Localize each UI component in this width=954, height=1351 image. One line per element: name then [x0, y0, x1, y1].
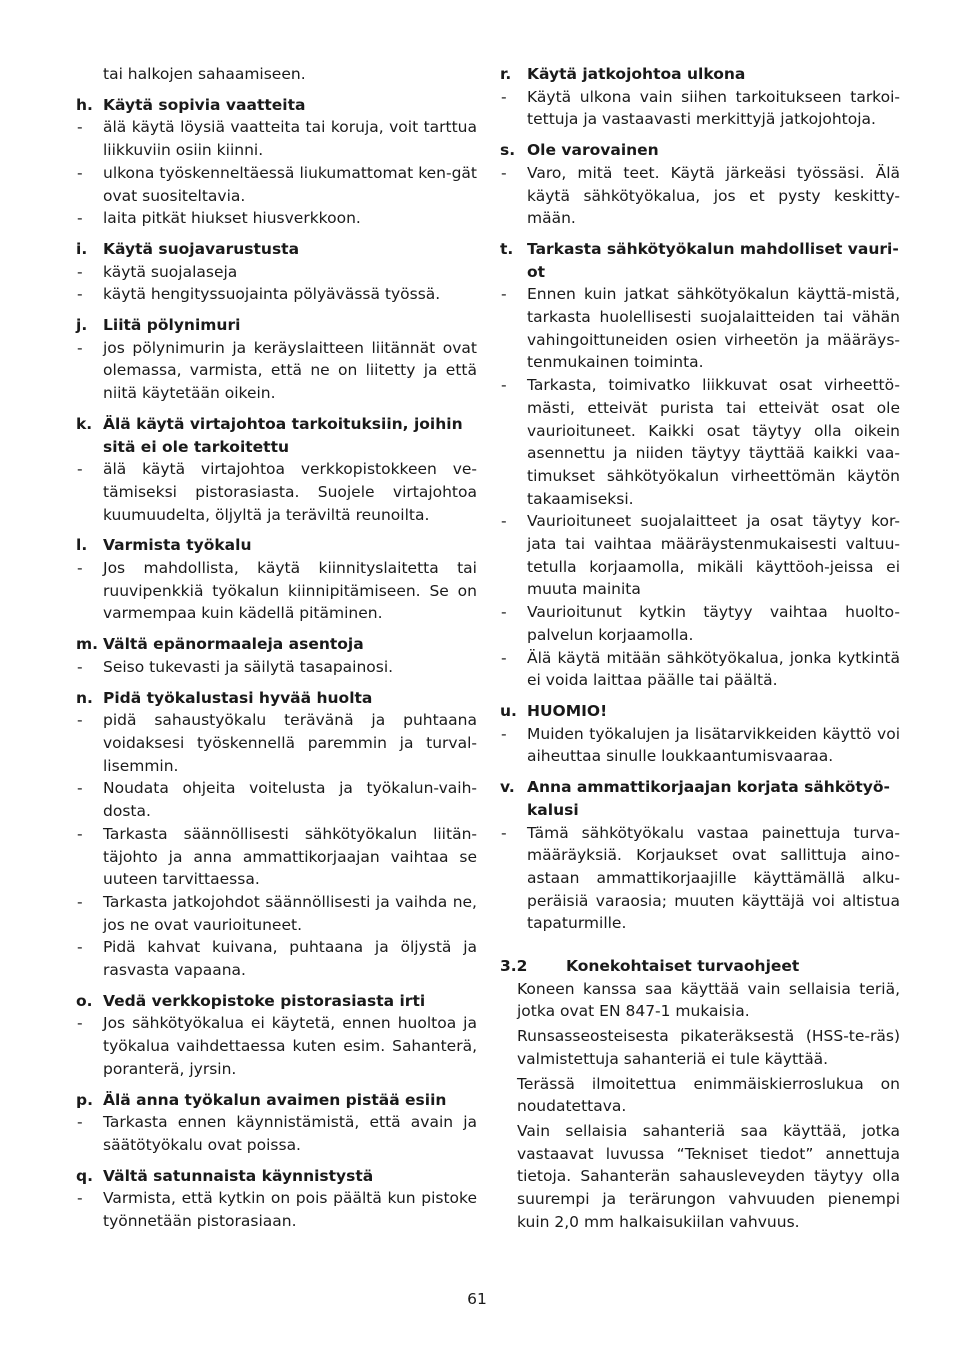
- list-item: [500, 601, 900, 646]
- bullet-dash: -: [501, 376, 507, 395]
- bullet-dash: -: [77, 824, 83, 843]
- section-heading: [76, 94, 477, 117]
- list-item: [76, 557, 477, 625]
- bullet-dash: -: [77, 938, 83, 957]
- bullet-dash: -: [77, 711, 83, 730]
- list-item: [76, 337, 477, 405]
- bullet-dash: -: [77, 262, 83, 281]
- section-title: Käytä sopivia vaatteita: [103, 95, 306, 114]
- list-item: [76, 656, 477, 679]
- list-item: [76, 1187, 477, 1232]
- bullet-dash: -: [501, 648, 507, 667]
- bullet-dash: -: [77, 118, 83, 137]
- section: [500, 238, 900, 692]
- paragraph: Terässä ilmoitettua enimmäiskierroslukua on noudatettava.: [517, 1074, 900, 1116]
- section-title: Vedä verkkopistoke pistorasiasta irti: [103, 991, 426, 1010]
- section-heading: [76, 990, 477, 1013]
- list-item-text: käytä suojalaseja: [103, 262, 238, 281]
- section-title: Älä anna työkalun avaimen pistää esiin: [103, 1090, 447, 1109]
- section-title: Älä käytä virtajohtoa tarkoituksiin, joihin sitä ei ole tarkoitettu: [103, 414, 463, 456]
- right-sections: [500, 63, 900, 935]
- list-item: [76, 207, 477, 230]
- section-heading: [500, 63, 900, 86]
- list-item: [500, 510, 900, 601]
- list-item: [76, 823, 477, 891]
- continuation-text: tai halkojen sahaamiseen.: [103, 65, 306, 83]
- list-item-text: käytä hengityssuojainta pölyävässä työssä.: [103, 285, 441, 304]
- section-title: Käytä suojavarustusta: [103, 239, 300, 258]
- bullet-dash: -: [501, 285, 507, 304]
- section-title: Käytä jatkojohtoa ulkona: [527, 65, 746, 83]
- list-item: [76, 777, 477, 822]
- list-item-text: Jos mahdollista, käytä kiinnityslaitetta tai ruuvipenkkiä työkalun kiinnipitämiseen. Se on varmempaa kuin kädellä pitäminen.: [103, 559, 477, 623]
- bullet-dash: -: [77, 209, 83, 228]
- section: [500, 63, 900, 131]
- list-item: [76, 162, 477, 207]
- section-title: Tarkasta sähkötyökalun mahdolliset vauri-ot: [527, 239, 899, 281]
- list-item: [76, 458, 477, 526]
- section-letter: m.: [76, 635, 99, 654]
- section-letter: q.: [76, 1166, 93, 1185]
- list-item-text: Seiso tukevasti ja säilytä tasapainosi.: [103, 657, 394, 676]
- list-item: [500, 86, 900, 131]
- section: [76, 413, 477, 527]
- section: [76, 534, 477, 625]
- list-item-text: Varo, mitä teet. Käytä järkeäsi työssäsi. Älä käytä sähkötyökalua, jos et pysty keskitty-mään.: [527, 163, 900, 228]
- list-item: [76, 1012, 477, 1080]
- section: [76, 990, 477, 1081]
- section-letter: o.: [76, 991, 93, 1010]
- subsection-title: Konekohtaiset turvaohjeet: [566, 957, 800, 976]
- right-column: [500, 63, 900, 1235]
- list-item-text: Älä käytä mitään sähkötyökalua, jonka kytkintä ei voida laittaa päälle tai päältä.: [527, 648, 900, 690]
- list-item-text: jos pölynimurin ja keräyslaitteen liitännät ovat olemassa, varmista, että ne on liitetty ja että niitä käytetään oikein.: [103, 338, 477, 403]
- bullet-dash: -: [77, 1189, 83, 1208]
- bullet-dash: -: [77, 892, 83, 911]
- list-item: [76, 891, 477, 936]
- section-title: Varmista työkalu: [103, 536, 252, 555]
- section-letter: i.: [76, 239, 88, 258]
- bullet-dash: -: [501, 724, 507, 743]
- list-item: [76, 283, 477, 306]
- section-title: Anna ammattikorjaajan korjata sähkötyö-kalusi: [527, 778, 890, 819]
- section-letter: s.: [500, 141, 516, 160]
- list-item-text: Tarkasta jatkojohdot säännöllisesti ja vaihda ne, jos ne ovat vaurioituneet.: [103, 892, 477, 934]
- left-sections: [76, 94, 477, 1233]
- paragraph: Koneen kanssa saa käyttää vain sellaisia teriä, jotka ovat EN 847-1 mukaisia.: [517, 979, 900, 1021]
- list-item-text: Vaurioitunut kytkin täytyy vaihtaa huolto-palvelun korjaamolla.: [527, 603, 900, 644]
- bullet-dash: -: [501, 512, 507, 531]
- list-item: [500, 374, 900, 510]
- list-item-text: ulkona työskenneltäessä liukumattomat ken-gät ovat suositeltavia.: [103, 163, 477, 205]
- section-heading: [76, 687, 477, 710]
- section-heading: [76, 1165, 477, 1188]
- section-letter: n.: [76, 688, 93, 707]
- page-number: 61: [467, 1290, 487, 1308]
- left-column: [76, 63, 477, 1241]
- section-title: Vältä satunnaista käynnistystä: [103, 1166, 374, 1185]
- list-item: [500, 822, 900, 936]
- bullet-dash: -: [501, 823, 507, 842]
- list-item-text: Muiden työkalujen ja lisätarvikkeiden käyttö voi aiheuttaa sinulle loukkaantumisvaaraa.: [527, 724, 900, 766]
- bullet-dash: -: [501, 603, 507, 622]
- section-title: Vältä epänormaaleja asentoja: [103, 635, 364, 654]
- paragraph: Vain sellaisia sahanteriä saa käyttää, jotka vastaavat luvussa “Tekniset tiedot” annettuja tietoja. Sahanterän sahausleveyden täytyy olla suurempi ja terärungon vahvuuden pienempi kuin 2,0 mm halkaisukiilan vahvuus.: [517, 1121, 900, 1231]
- list-item: [76, 936, 477, 981]
- section-title: Liitä pölynimuri: [103, 316, 241, 335]
- section-heading: [500, 700, 900, 723]
- list-item: [76, 1111, 477, 1156]
- section-title: Ole varovainen: [527, 141, 659, 160]
- bullet-dash: -: [77, 657, 83, 676]
- section-title: HUOMIO!: [527, 701, 608, 720]
- section-heading: [76, 238, 477, 261]
- section-letter: j.: [76, 316, 88, 335]
- section-heading: [500, 238, 900, 283]
- subsection-number: 3.2: [500, 957, 528, 976]
- bullet-dash: -: [77, 1014, 83, 1033]
- list-item-text: laita pitkät hiukset hiusverkkoon.: [103, 209, 361, 228]
- section-heading: [76, 413, 477, 458]
- bullet-dash: -: [77, 285, 83, 304]
- section: [76, 633, 477, 678]
- section-letter: v.: [500, 778, 515, 797]
- section-heading: [76, 1089, 477, 1112]
- list-item-text: Vaurioituneet suojalaitteet ja osat täytyy kor-jata tai vaihtaa määräystenmukaisesti valtuu-tetulla korjaamolla, mikäli käyttöoh-jeissa ei muuta mainita: [527, 512, 900, 599]
- bullet-dash: -: [501, 163, 507, 182]
- section: [76, 238, 477, 306]
- list-item: [500, 723, 900, 768]
- list-item: [76, 709, 477, 777]
- section: [500, 139, 900, 230]
- bullet-dash: -: [77, 338, 83, 357]
- list-item-text: Tämä sähkötyökalu vastaa painettuja turva-määräyksiä. Korjaukset ovat sallittuja aino-astaan ammattikorjaajille käyttämällä alku-peräisiä varaosia; muuten käyttäjä voi altistua tapaturmille.: [527, 823, 900, 933]
- subsection-heading: [500, 955, 900, 978]
- bullet-dash: -: [77, 559, 83, 578]
- bullet-dash: -: [501, 87, 507, 106]
- section-heading: [76, 633, 477, 656]
- paragraph: Runsasseosteisesta pikateräksestä (HSS-te-räs) valmistettuja sahanteriä ei tule käyttää.: [517, 1027, 900, 1068]
- section-letter: r.: [500, 65, 512, 83]
- section-letter: p.: [76, 1090, 93, 1109]
- list-item: [76, 261, 477, 284]
- section: [500, 700, 900, 768]
- list-item-text: Varmista, että kytkin on pois päältä kun pistoke työnnetään pistorasiaan.: [103, 1189, 477, 1231]
- section-letter: t.: [500, 239, 514, 258]
- list-item-text: Tarkasta säännöllisesti sähkötyökalun liitän-täjohto ja anna ammattikorjaajan vaihtaa se uuteen tarvittaessa.: [103, 824, 477, 889]
- section: [76, 1089, 477, 1157]
- list-item-text: Ennen kuin jatkat sähkötyökalun käyttä-mistä, tarkasta huolellisesti suojalaitteiden tai vähän vahingoittuneiden osien virheetön ja määräys-tenmukainen toiminta.: [527, 285, 900, 372]
- list-item: [500, 647, 900, 692]
- list-item-text: Käytä ulkona vain siihen tarkoitukseen tarkoi-tettuja ja vastaavasti merkittyjä jatkojohtoja.: [527, 87, 900, 129]
- list-item-text: älä käytä löysiä vaatteita tai koruja, voit tarttua liikkuviin osiin kiinni.: [103, 118, 477, 160]
- section: [76, 1165, 477, 1233]
- list-item-text: Pidä kahvat kuivana, puhtaana ja öljystä ja rasvasta vapaana.: [103, 938, 477, 980]
- list-item-text: Tarkasta, toimivatko liikkuvat osat virheettö-mästi, etteivät purista tai etteivät osat ole vaurioituneet. Kaikki osat täytyy olla oikein asennettu ja niiden täytyy täyttää kaikki vaa-timukset sähkötyökalun virheettömän käytön takaamiseksi.: [527, 376, 900, 508]
- section-letter: h.: [76, 95, 93, 114]
- bullet-dash: -: [77, 779, 83, 798]
- list-item: [500, 162, 900, 230]
- list-item-text: Jos sähkötyökalua ei käytetä, ennen huoltoa ja työkalua vaihdettaessa kuten esim. Sahanterä, poranterä, jyrsin.: [103, 1014, 477, 1078]
- section: [76, 94, 477, 230]
- section: [76, 314, 477, 405]
- section-letter: l.: [76, 536, 88, 555]
- section-heading: [76, 314, 477, 337]
- section: [76, 687, 477, 982]
- list-item-text: Noudata ohjeita voitelusta ja työkalun-vaih-dosta.: [103, 779, 477, 821]
- section-letter: u.: [500, 701, 517, 720]
- section-title: Pidä työkalustasi hyvää huolta: [103, 688, 373, 707]
- bullet-dash: -: [77, 460, 83, 479]
- section-heading: [500, 139, 900, 162]
- list-item-text: Tarkasta ennen käynnistämistä, että avain ja säätötyökalu ovat poissa.: [103, 1113, 477, 1154]
- bullet-dash: -: [77, 163, 83, 182]
- list-item-text: älä käytä virtajohtoa verkkopistokkeen ve-tämiseksi pistorasiasta. Suojele virtajohtoa kuumuudelta, öljyltä ja teräviltä reunoilta.: [103, 460, 477, 524]
- list-item: [76, 116, 477, 161]
- section: [500, 776, 900, 935]
- list-item: [500, 283, 900, 374]
- section-letter: k.: [76, 414, 93, 433]
- bullet-dash: -: [77, 1113, 83, 1132]
- subsection-body: [500, 978, 900, 1234]
- list-item-text: pidä sahaustyökalu terävänä ja puhtaana voidaksesi työskennellä paremmin ja turval-lisemmin.: [103, 711, 477, 775]
- section-heading: [500, 776, 900, 821]
- section-heading: [76, 534, 477, 557]
